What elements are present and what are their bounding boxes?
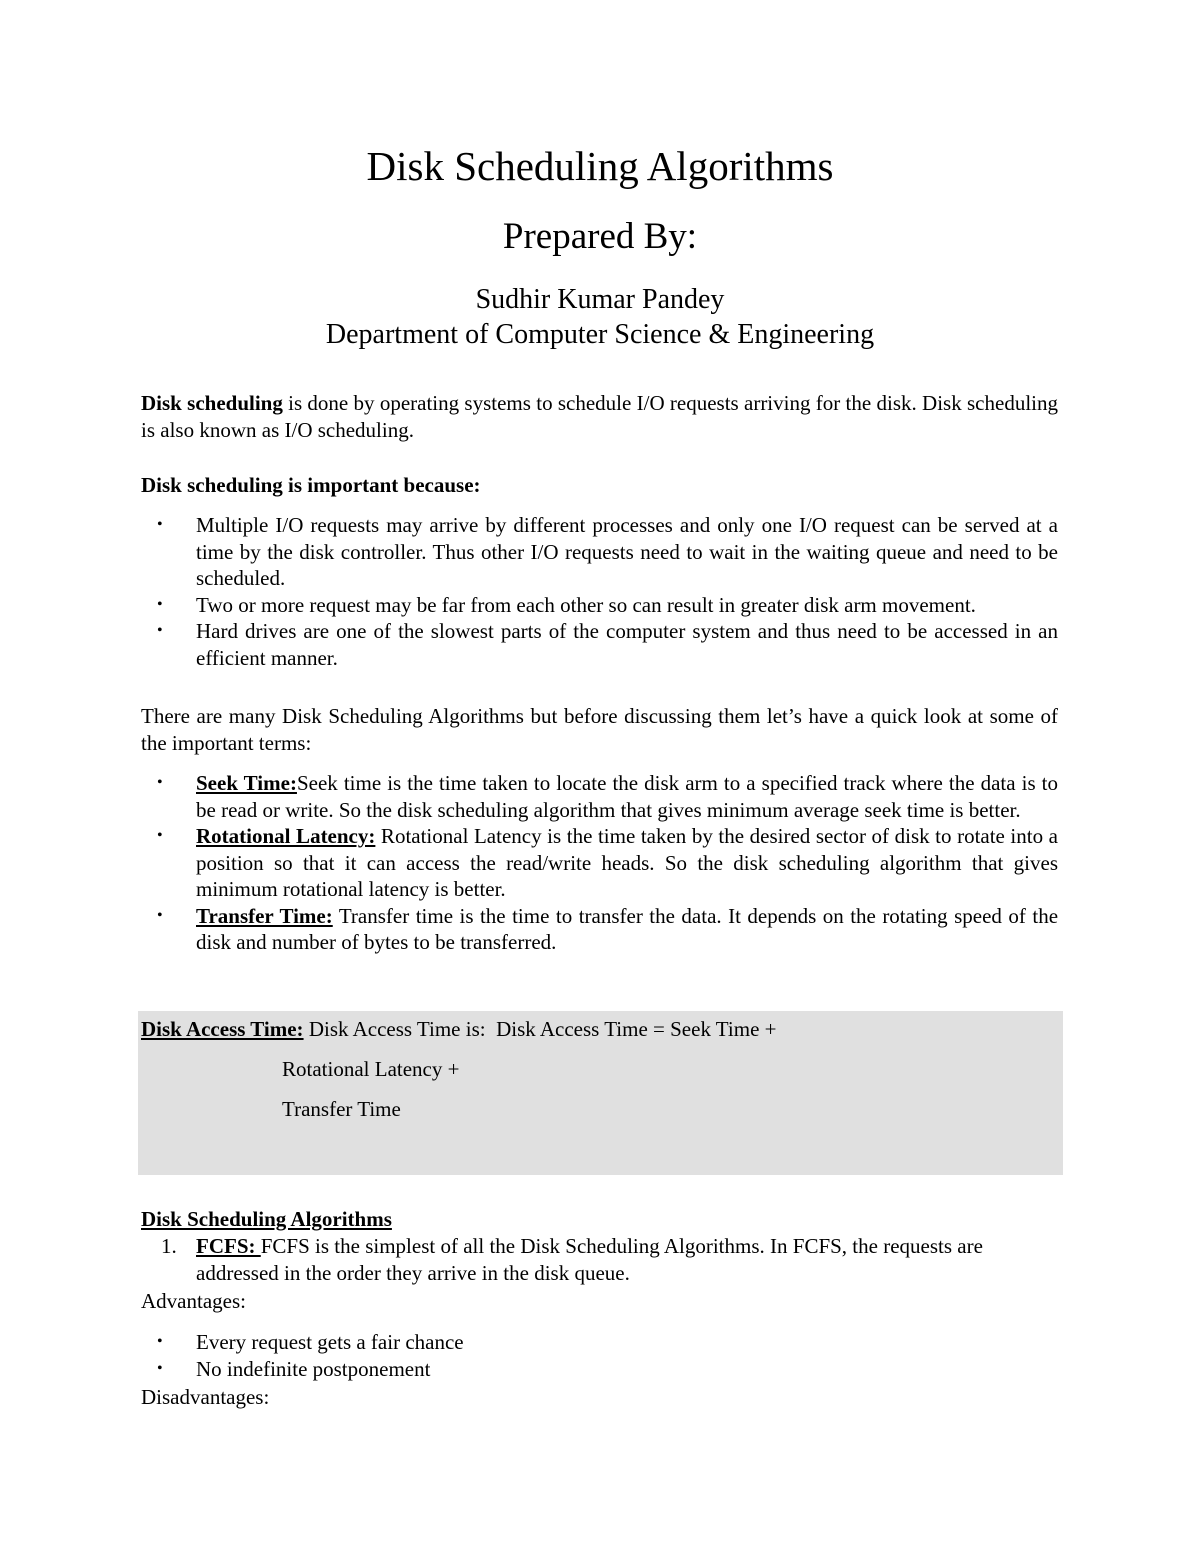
advantages-label: Advantages: bbox=[141, 1289, 246, 1313]
access-time-line-1 bbox=[141, 1016, 776, 1043]
bullet-icon: • bbox=[157, 827, 163, 844]
access-time-line-3: Transfer Time bbox=[282, 1097, 401, 1121]
algorithm-body bbox=[196, 1233, 1058, 1286]
term-name: Transfer Time: bbox=[196, 903, 333, 928]
list-item-text: Hard drives are one of the slowest parts of the computer system and thus need to be accessed in an efficient manner. bbox=[196, 619, 1058, 670]
terms-intro-paragraph: There are many Disk Scheduling Algorithms but before discussing them let’s have a quick look at some of the important terms: bbox=[141, 704, 1058, 755]
term-text: Rotational Latency is the time taken by the desired sector of disk to rotate into a position so that it can access the read/write heads. So the disk scheduling algorithm that gives minimum rotational latency is better. bbox=[196, 824, 1058, 901]
algorithm-text: FCFS is the simplest of all the Disk Scheduling Algorithms. In FCFS, the requests are addressed in the order they arrive in the disk queue. bbox=[196, 1234, 983, 1285]
list-item bbox=[141, 1329, 1058, 1356]
disadvantages-label: Disadvantages: bbox=[141, 1385, 270, 1409]
list-number: 1. bbox=[161, 1234, 177, 1258]
importance-list bbox=[141, 512, 1058, 671]
term-item-rotational-latency bbox=[141, 823, 1058, 903]
department-name: Department of Computer Science & Engineering bbox=[325, 319, 875, 350]
intro-term: Disk scheduling bbox=[141, 391, 283, 415]
term-item-transfer-time bbox=[141, 903, 1058, 956]
access-time-line-2: Rotational Latency + bbox=[282, 1057, 460, 1081]
algorithm-name: FCFS: bbox=[196, 1234, 261, 1258]
term-text: Seek time is the time taken to locate the disk arm to a specified track where the data is to be read or write. So the disk scheduling algorithm that gives minimum average seek time is better. bbox=[196, 771, 1059, 822]
document-title: Disk Scheduling Algorithms bbox=[366, 143, 834, 189]
algorithm-item-fcfs bbox=[141, 1233, 1058, 1286]
list-item-text: No indefinite postponement bbox=[196, 1356, 431, 1381]
terms-list bbox=[141, 770, 1058, 956]
list-item-text: Every request gets a fair chance bbox=[196, 1330, 464, 1354]
intro-text: is done by operating systems to schedule I/O requests arriving for the disk. Disk scheduling is also known as I/O scheduling. bbox=[141, 391, 1058, 442]
importance-heading: Disk scheduling is important because: bbox=[141, 473, 481, 497]
list-item bbox=[141, 1356, 1058, 1383]
intro-paragraph bbox=[141, 390, 1058, 443]
advantages-list bbox=[141, 1329, 1058, 1382]
list-item-text: Multiple I/O requests may arrive by different processes and only one I/O request can be served at a time by the disk controller. Thus other I/O requests need to wait in the waiting queue and need to be scheduled. bbox=[196, 513, 1058, 590]
list-item-text: Two or more request may be far from each other so can result in greater disk arm movement. bbox=[196, 592, 976, 617]
bullet-icon: • bbox=[157, 516, 163, 533]
algorithms-heading: Disk Scheduling Algorithms bbox=[141, 1207, 392, 1231]
prepared-by-label: Prepared By: bbox=[502, 216, 698, 257]
term-name: Seek Time: bbox=[196, 771, 297, 795]
access-time-text: Disk Access Time is: Disk Access Time = Seek Time + bbox=[303, 1017, 777, 1041]
term-item-seek-time bbox=[141, 770, 1058, 823]
list-item bbox=[141, 512, 1058, 592]
bullet-icon: • bbox=[157, 595, 163, 613]
list-item bbox=[141, 618, 1058, 671]
bullet-icon: • bbox=[157, 622, 163, 639]
author-name: Sudhir Kumar Pandey bbox=[475, 284, 725, 315]
bullet-icon: • bbox=[157, 1333, 163, 1350]
list-item bbox=[141, 592, 1058, 619]
term-text: Transfer time is the time to transfer the data. It depends on the rotating speed of the disk and number of bytes to be transferred. bbox=[196, 903, 1059, 954]
bullet-icon: • bbox=[157, 774, 163, 791]
bullet-icon: • bbox=[157, 906, 163, 924]
bullet-icon: • bbox=[157, 1359, 163, 1377]
access-time-name: Disk Access Time: bbox=[141, 1017, 304, 1041]
term-name: Rotational Latency: bbox=[196, 824, 376, 848]
